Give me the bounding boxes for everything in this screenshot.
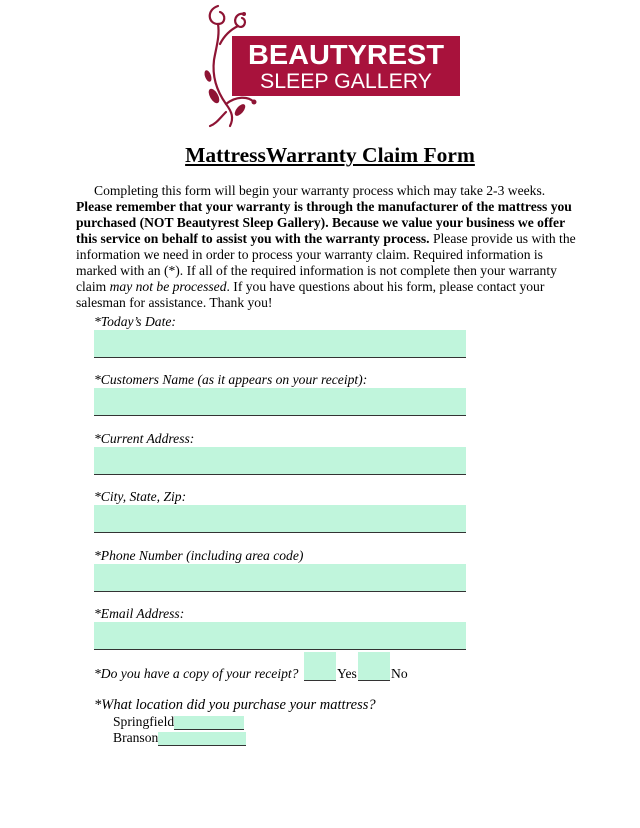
location-option-branson	[113, 730, 376, 746]
intro-text-1: Completing this form will begin your warranty process which may take 2-3 weeks.	[94, 183, 546, 198]
customer-name-field	[94, 372, 466, 416]
email-field	[94, 606, 466, 650]
beautyrest-logo	[196, 0, 464, 130]
purchase-location-question: *What location did you purchase your mattress?	[94, 697, 376, 713]
receipt-no-box[interactable]	[358, 652, 390, 681]
email-label: *Email Address:	[94, 606, 185, 621]
city-state-zip-label: *City, State, Zip:	[94, 489, 187, 504]
purchase-location-section	[94, 697, 376, 746]
email-input[interactable]	[94, 622, 466, 650]
current-address-input[interactable]	[94, 447, 466, 475]
phone-number-label: *Phone Number (including area code)	[94, 548, 304, 563]
logo-brand-line2: SLEEP GALLERY	[260, 70, 432, 93]
customer-name-input[interactable]	[94, 388, 466, 416]
todays-date-field	[94, 314, 466, 358]
logo-brand-line1: BEAUTYREST	[248, 39, 444, 70]
branson-blank[interactable]	[158, 732, 246, 746]
todays-date-label: *Today’s Date:	[94, 314, 176, 329]
phone-number-field	[94, 548, 466, 592]
receipt-yes-label: Yes	[337, 666, 357, 681]
receipt-question: *Do you have a copy of your receipt?	[94, 666, 299, 681]
phone-number-input[interactable]	[94, 564, 466, 592]
branson-label: Branson	[113, 730, 159, 745]
form-title: MattressWarranty Claim Form	[185, 143, 475, 167]
receipt-yes-box[interactable]	[304, 652, 336, 681]
current-address-field	[94, 431, 466, 475]
receipt-question-row	[94, 650, 514, 682]
city-state-zip-input[interactable]	[94, 505, 466, 533]
intro-text-2: Please provide us with the information we need in order to process your warranty claim. Required information is marked with an (*). If all of the required information is not complete then your warranty claim	[76, 231, 576, 294]
current-address-label: *Current Address:	[94, 431, 195, 446]
intro-text-3: . If you have questions about his form, please contact your salesman for assistance. Thank you!	[76, 279, 545, 310]
location-option-springfield	[113, 714, 376, 730]
springfield-label: Springfield	[113, 714, 175, 729]
city-state-zip-field	[94, 489, 466, 533]
intro-bold-notice: Please remember that your warranty is through the manufacturer of the mattress you purchased (NOT Beautyrest Sleep Gallery). Because we value your business we offer this service on behalf to assist you with the warranty process.	[76, 199, 572, 246]
springfield-blank[interactable]	[174, 716, 244, 730]
receipt-no-label: No	[391, 666, 408, 681]
intro-italic: may not be processed	[109, 279, 227, 294]
customer-name-label: *Customers Name (as it appears on your receipt):	[94, 372, 368, 387]
todays-date-input[interactable]	[94, 330, 466, 358]
intro-paragraph	[76, 183, 576, 311]
